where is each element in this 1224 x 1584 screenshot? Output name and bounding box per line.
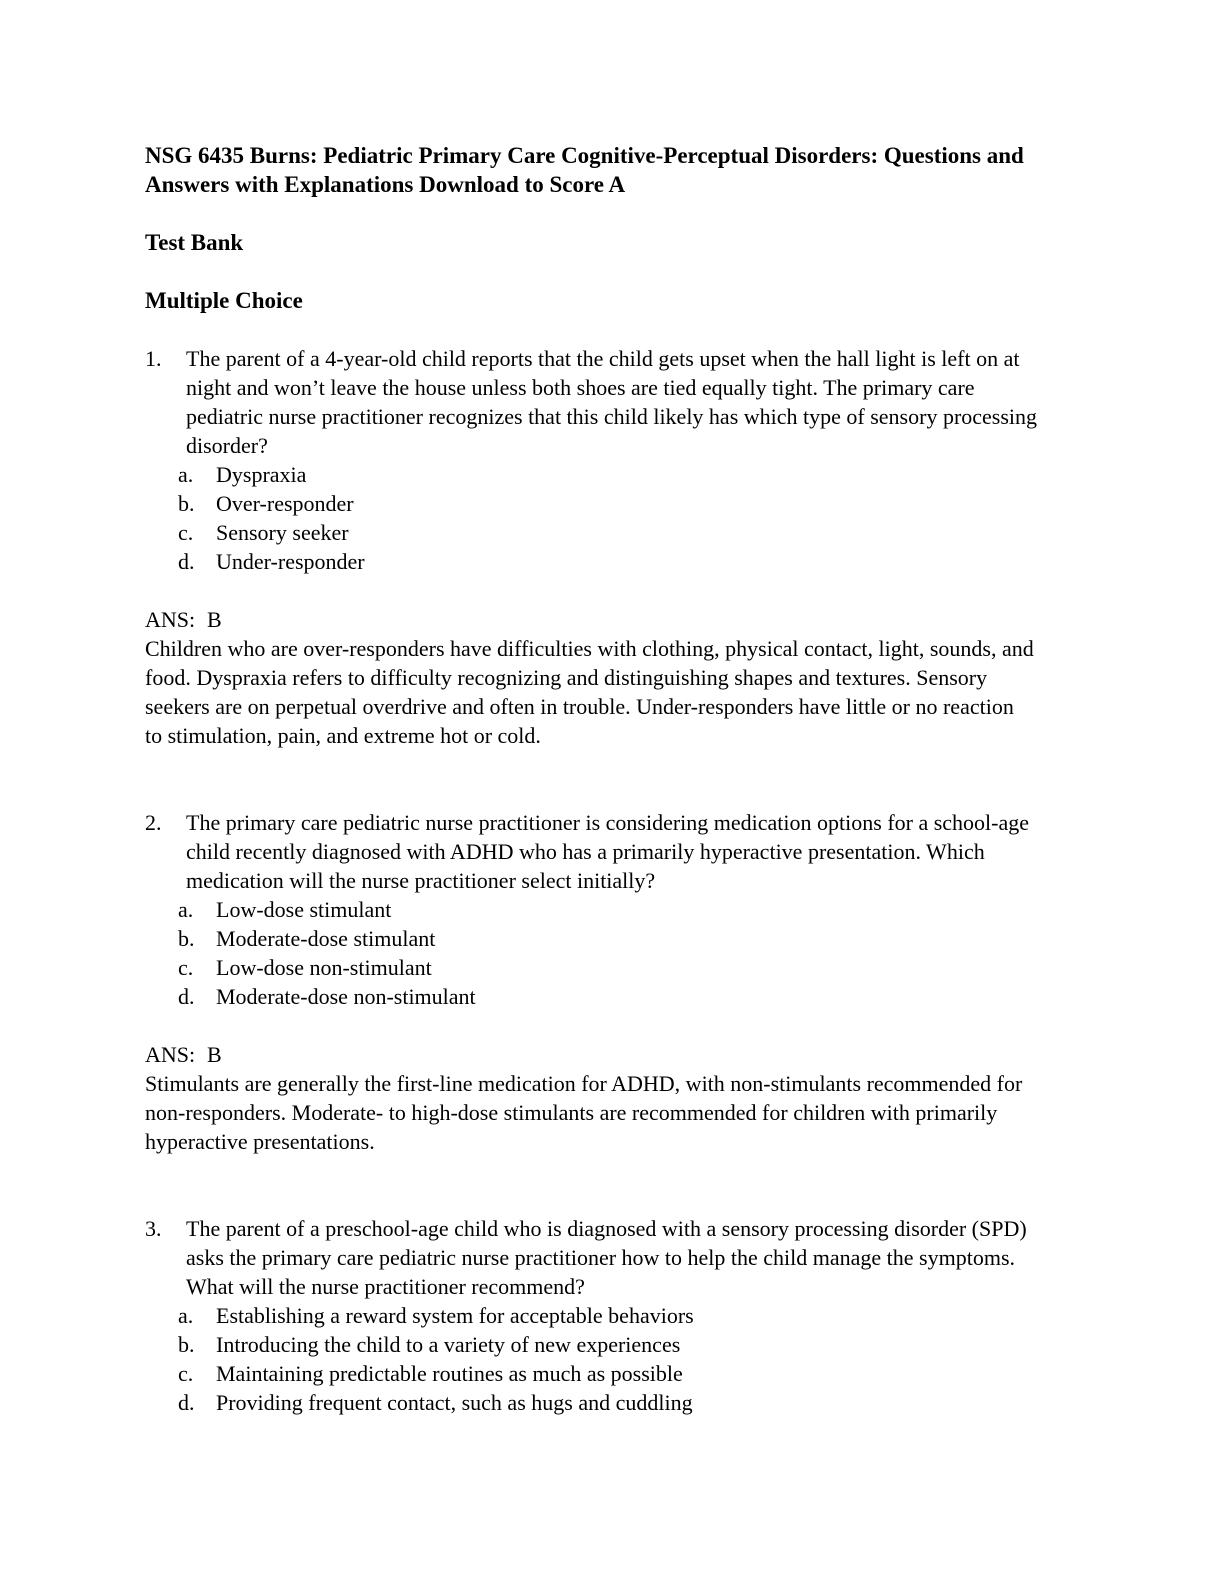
- question-text-line: asks the primary care pediatric nurse practitioner how to help the child manage the symptoms.: [186, 1245, 1016, 1270]
- option-letter: d.: [178, 549, 195, 574]
- option-row-a: [178, 1301, 1084, 1330]
- option-text: Moderate-dose stimulant: [216, 926, 436, 951]
- heading-multiple-choice: Multiple Choice: [145, 288, 303, 313]
- option-row-b: [178, 489, 1084, 518]
- spacer: [145, 576, 1084, 605]
- answer-line: [145, 1040, 1084, 1069]
- question-number: 3.: [145, 1216, 162, 1241]
- option-row-a: [178, 460, 1084, 489]
- question-text-line: child recently diagnosed with ADHD who has a primarily hyperactive presentation. Which: [186, 839, 985, 864]
- explanation-line: non-responders. Moderate- to high-dose stimulants are recommended for children with primarily: [145, 1100, 998, 1125]
- option-row-c: [178, 953, 1084, 982]
- option-row-d: [178, 1388, 1084, 1417]
- option-text: Maintaining predictable routines as much as possible: [216, 1361, 683, 1386]
- spacer: [145, 257, 1084, 286]
- option-text: Over-responder: [216, 491, 354, 516]
- option-text: Providing frequent contact, such as hugs and cuddling: [216, 1390, 693, 1415]
- question-text-line: The parent of a preschool-age child who is diagnosed with a sensory processing disorder (SPD): [186, 1216, 1027, 1241]
- question-number: 1.: [145, 346, 162, 371]
- option-text: Under-responder: [216, 549, 365, 574]
- option-row-c: [178, 518, 1084, 547]
- spacer: [145, 199, 1084, 228]
- option-text: Low-dose stimulant: [216, 897, 392, 922]
- answer-value: B: [207, 1042, 222, 1067]
- question-block-2: [145, 808, 1084, 1156]
- question-text-line: pediatric nurse practitioner recognizes that this child likely has which type of sensory processing: [186, 404, 1038, 429]
- spacer: [145, 1156, 1084, 1214]
- explanation-line: Stimulants are generally the first-line medication for ADHD, with non-stimulants recommended for: [145, 1071, 1023, 1096]
- answer-value: B: [207, 607, 222, 632]
- option-row-d: [178, 547, 1084, 576]
- page-title-line-1: NSG 6435 Burns: Pediatric Primary Care Cognitive-Perceptual Disorders: Questions and: [145, 143, 1024, 168]
- option-row-d: [178, 982, 1084, 1011]
- question-text-line: medication will the nurse practitioner select initially?: [186, 868, 656, 893]
- option-row-c: [178, 1359, 1084, 1388]
- explanation-line: Children who are over-responders have difficulties with clothing, physical contact, light, sounds, and: [145, 636, 1034, 661]
- option-letter: a.: [178, 1303, 194, 1328]
- option-text: Introducing the child to a variety of new experiences: [216, 1332, 681, 1357]
- option-letter: a.: [178, 462, 194, 487]
- option-text: Sensory seeker: [216, 520, 349, 545]
- question-text-line: The parent of a 4-year-old child reports that the child gets upset when the hall light is left on at: [186, 346, 1020, 371]
- page-title-line-2: Answers with Explanations Download to Score A: [145, 172, 626, 197]
- spacer: [145, 1011, 1084, 1040]
- option-letter: d.: [178, 1390, 195, 1415]
- option-text: Moderate-dose non-stimulant: [216, 984, 476, 1009]
- option-letter: b.: [178, 926, 195, 951]
- question-text-line: What will the nurse practitioner recommend?: [186, 1274, 585, 1299]
- answer-label: ANS:: [145, 607, 196, 632]
- question-block-1: [145, 344, 1084, 750]
- option-letter: b.: [178, 491, 195, 516]
- option-letter: c.: [178, 955, 194, 980]
- answer-line: [145, 605, 1084, 634]
- document-content: [145, 141, 1084, 1417]
- explanation-line: food. Dyspraxia refers to difficulty recognizing and distinguishing shapes and textures. Sensory: [145, 665, 988, 690]
- option-text: Dyspraxia: [216, 462, 307, 487]
- option-letter: b.: [178, 1332, 195, 1357]
- spacer: [145, 750, 1084, 808]
- option-text: Low-dose non-stimulant: [216, 955, 432, 980]
- option-letter: c.: [178, 1361, 194, 1386]
- question-text-line: disorder?: [186, 433, 268, 458]
- answer-label: ANS:: [145, 1042, 196, 1067]
- option-text: Establishing a reward system for acceptable behaviors: [216, 1303, 694, 1328]
- question-text-line: night and won’t leave the house unless both shoes are tied equally tight. The primary care: [186, 375, 975, 400]
- option-row-b: [178, 1330, 1084, 1359]
- question-number: 2.: [145, 810, 162, 835]
- question-text-line: The primary care pediatric nurse practitioner is considering medication options for a school-age: [186, 810, 1030, 835]
- explanation-line: hyperactive presentations.: [145, 1129, 375, 1154]
- option-letter: a.: [178, 897, 194, 922]
- explanation-line: to stimulation, pain, and extreme hot or cold.: [145, 723, 541, 748]
- heading-test-bank: Test Bank: [145, 230, 244, 255]
- question-block-3: [145, 1214, 1084, 1417]
- option-row-a: [178, 895, 1084, 924]
- explanation-line: seekers are on perpetual overdrive and often in trouble. Under-responders have little or no reaction: [145, 694, 1014, 719]
- option-letter: d.: [178, 984, 195, 1009]
- option-letter: c.: [178, 520, 194, 545]
- spacer: [145, 315, 1084, 344]
- option-row-b: [178, 924, 1084, 953]
